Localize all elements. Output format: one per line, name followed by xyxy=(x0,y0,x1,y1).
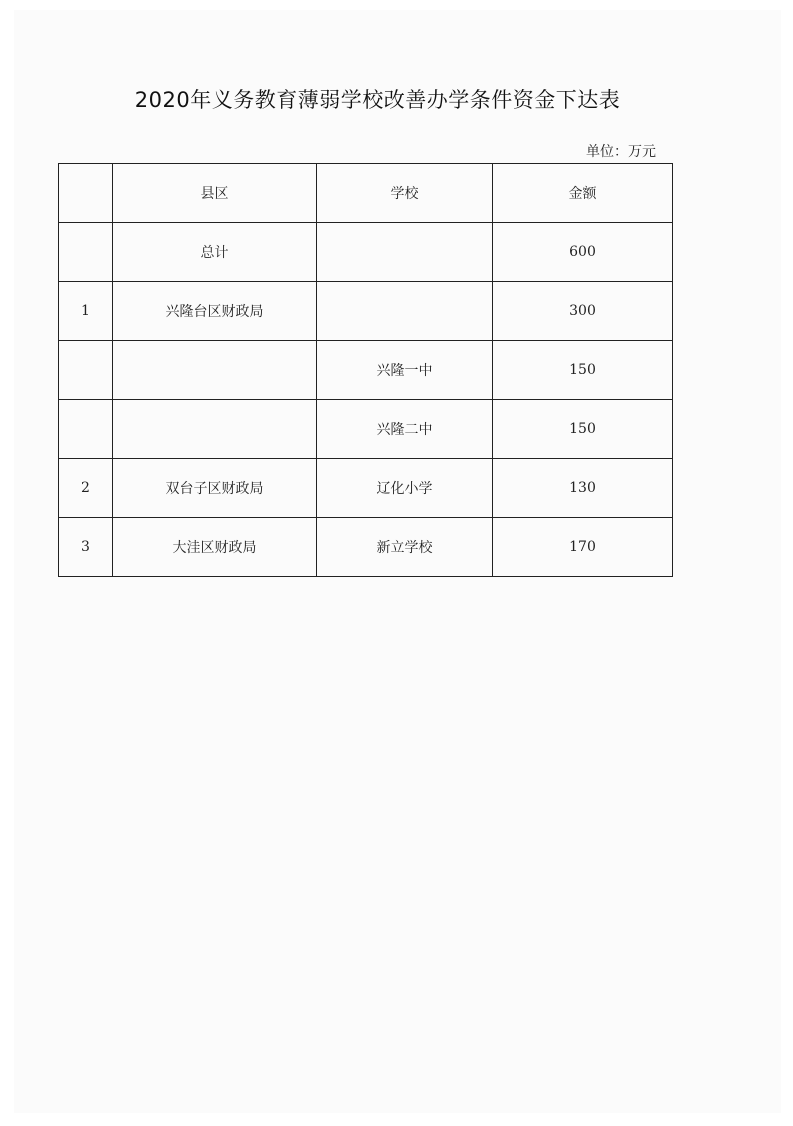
cell-index xyxy=(59,341,113,400)
table-row xyxy=(59,518,673,577)
header-amount: 金额 xyxy=(493,164,673,223)
cell-school: 辽化小学 xyxy=(317,459,493,518)
cell-county: 双台子区财政局 xyxy=(113,459,317,518)
cell-amount: 150 xyxy=(493,400,673,459)
cell-index xyxy=(59,400,113,459)
cell-school: 兴隆二中 xyxy=(317,400,493,459)
table-row xyxy=(59,400,673,459)
page-title: 2020年义务教育薄弱学校改善办学条件资金下达表 xyxy=(134,88,621,112)
cell-school xyxy=(317,282,493,341)
header-school: 学校 xyxy=(317,164,493,223)
cell-school xyxy=(317,223,493,282)
cell-county xyxy=(113,400,317,459)
cell-amount: 300 xyxy=(493,282,673,341)
cell-amount: 600 xyxy=(493,223,673,282)
cell-school: 新立学校 xyxy=(317,518,493,577)
cell-index: 2 xyxy=(59,459,113,518)
cell-index xyxy=(59,223,113,282)
table-row xyxy=(59,341,673,400)
cell-amount: 150 xyxy=(493,341,673,400)
cell-amount: 170 xyxy=(493,518,673,577)
header-county: 县区 xyxy=(113,164,317,223)
table-row xyxy=(59,223,673,282)
cell-index: 1 xyxy=(59,282,113,341)
table-row xyxy=(59,282,673,341)
funds-table xyxy=(58,163,673,577)
cell-school: 兴隆一中 xyxy=(317,341,493,400)
unit-label: 单位：万元 xyxy=(586,144,656,160)
cell-amount: 130 xyxy=(493,459,673,518)
cell-county: 大洼区财政局 xyxy=(113,518,317,577)
cell-county: 兴隆台区财政局 xyxy=(113,282,317,341)
table-row xyxy=(59,459,673,518)
table-header-row xyxy=(59,164,673,223)
header-index xyxy=(59,164,113,223)
cell-county xyxy=(113,341,317,400)
cell-county: 总计 xyxy=(113,223,317,282)
cell-index: 3 xyxy=(59,518,113,577)
